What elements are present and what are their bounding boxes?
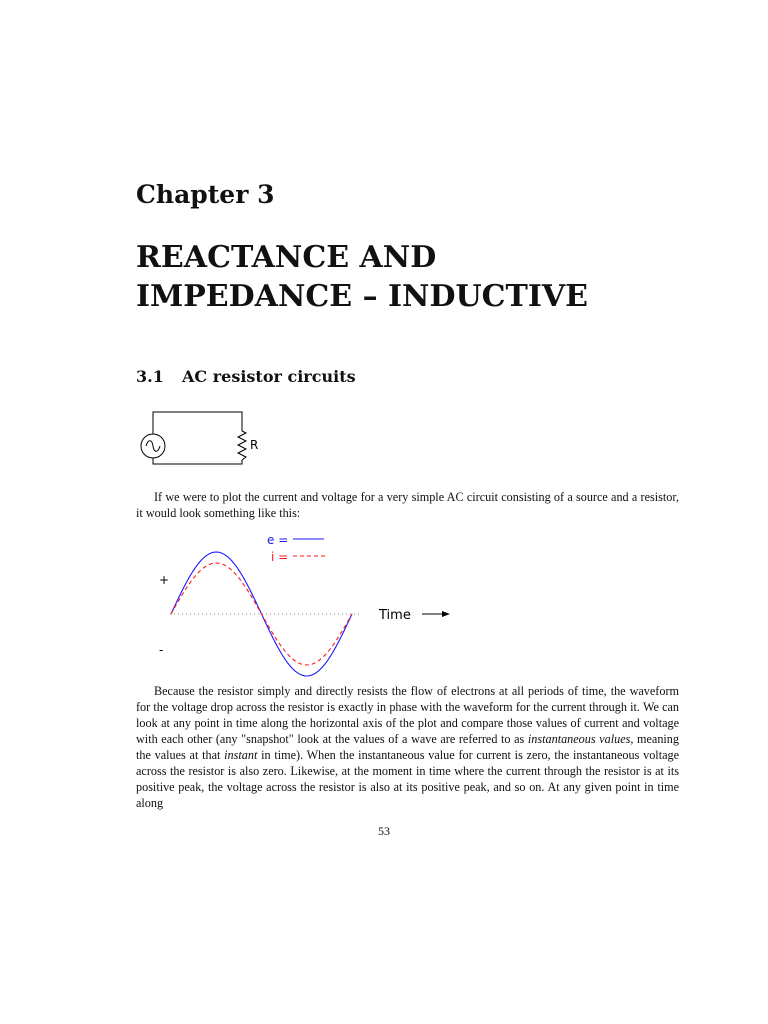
resistor-label: R bbox=[250, 438, 259, 452]
chapter-title-line-2: IMPEDANCE – INDUCTIVE bbox=[136, 279, 589, 314]
legend-voltage-label: e = bbox=[267, 533, 289, 547]
paragraph-explanation-part-1: Because the resistor simply and directly resists the flow of electrons at all periods of time, the waveform for the voltage drop across the resistor is exactly in phase with the waveform for the current through it. We can look at any point in time along the horizontal axis of the plot and compare those values of current and voltage with each other (any "snapshot" look at the values of a wave are referred to as bbox=[136, 684, 679, 746]
paragraph-intro-text: If we were to plot the current and voltage for a very simple AC circuit consisting of a source and a resistor, it would look something like this: bbox=[136, 490, 679, 520]
waveform-plot bbox=[150, 530, 470, 680]
resistor-icon bbox=[238, 431, 246, 460]
legend-current-label: i = bbox=[271, 550, 289, 564]
paragraph-intro bbox=[136, 489, 679, 521]
paragraph-explanation bbox=[136, 683, 679, 811]
emphasis-instant: instant bbox=[224, 748, 258, 762]
time-arrowhead-icon bbox=[442, 611, 450, 617]
section-heading bbox=[136, 367, 356, 386]
paragraph-explanation-part-2: , meaning the values at that bbox=[136, 732, 679, 762]
circuit-wire bbox=[153, 412, 242, 434]
emphasis-instantaneous-values: instantaneous values bbox=[527, 732, 631, 746]
circuit-wire bbox=[153, 458, 242, 464]
page-number: 53 bbox=[378, 824, 390, 838]
chapter-title bbox=[136, 238, 696, 316]
resistor-circuit-diagram bbox=[136, 405, 276, 467]
chapter-title-line-1: REACTANCE AND bbox=[136, 240, 437, 275]
time-axis-label: Time bbox=[379, 608, 411, 623]
plus-label: + bbox=[159, 573, 170, 587]
section-title: AC resistor circuits bbox=[182, 367, 356, 386]
paragraph-explanation-part-3: in time). When the instantaneous value for current is zero, the instantaneous voltage across the resistor is also zero. Likewise, at the moment in time where the current through the resistor is at its positive peak, the voltage across the resistor is also at its positive peak, and so on. At any given point in time along bbox=[136, 748, 679, 810]
chapter-label: Chapter 3 bbox=[136, 180, 275, 209]
section-number: 3.1 bbox=[136, 367, 164, 386]
minus-label: - bbox=[159, 643, 164, 657]
